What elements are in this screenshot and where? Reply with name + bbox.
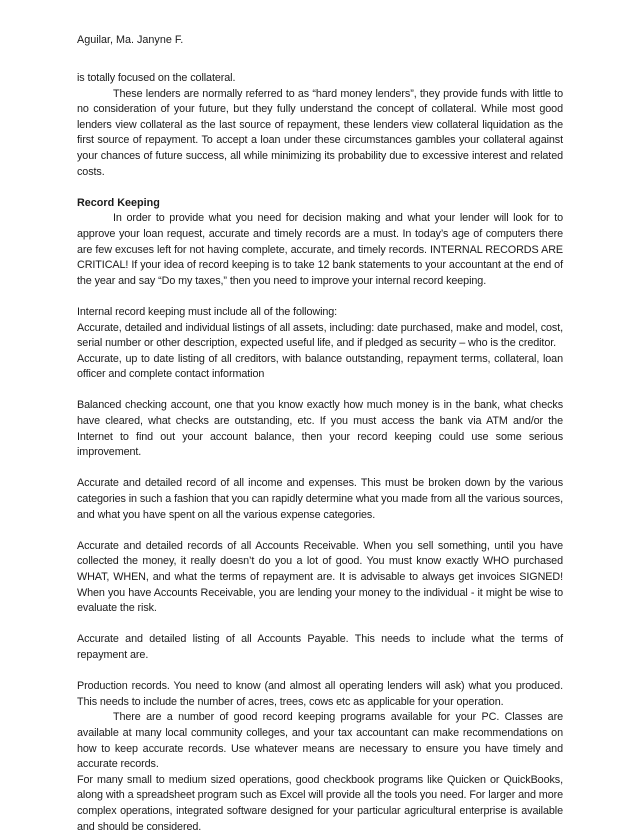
paragraph-asset-listings: Accurate, detailed and individual listings of all assets, including: date purchased, make and model, cost, serial number or other description, expected useful life, and if pledged as security – who is the creditor.	[77, 321, 563, 350]
paragraph-creditor-listing: Accurate, up to date listing of all creditors, with balance outstanding, repayment terms, collateral, loan officer and complete contact information	[77, 352, 563, 381]
paragraph-hard-money-lenders: These lenders are normally referred to as “hard money lenders”, they provide funds with little to no consideration of your future, but they fully understand the concept of collateral. While most good lenders view collateral as the last source of repayment, these lenders view collateral liquidation as the first source of repayment. To accept a loan under these circumstances gambles your collateral against your chances of future success, all while minimizing its probability due to excessive interest and related costs.	[77, 87, 563, 178]
paragraph-accounts-receivable: Accurate and detailed records of all Accounts Receivable. When you sell something, until you have collected the money, it really doesn’t do you a lot of good. You must know exactly WHO purchased WHAT, WHEN, and what the terms of repayment are. It is advisable to always get invoices SIGNED! When you have Accounts Receivable, you are lending your money to the individual - it might be wise to evaluate the risk.	[77, 539, 563, 615]
paragraph-collateral-intro: is totally focused on the collateral.	[77, 72, 236, 84]
paragraph-checking-account: Balanced checking account, one that you know exactly how much money is in the bank, what checks have cleared, what checks are outstanding, etc. If you must access the bank via ATM and/or the Internet to find out your account balance, then your record keeping could use some serious improvement.	[77, 399, 563, 459]
paragraph-internal-records-list-intro: Internal record keeping must include all of the following:	[77, 305, 338, 318]
paragraph-income-expenses: Accurate and detailed record of all income and expenses. This must be broken down by the various categories in such a fashion that you can rapidly determine what you made from all the various sources, and what you have spent on all the various expense categories.	[77, 477, 563, 521]
paragraph-software-recommendations: For many small to medium sized operations, good checkbook programs like Quicken or QuickBooks, along with a spreadsheet program such as Excel will provide all the tools you need. For larger and more complex operations, integrated software designed for your particular agricultural enterprise is available and should be considered.	[77, 773, 563, 833]
paragraph-accounts-payable: Accurate and detailed listing of all Accounts Payable. This needs to include what the terms of repayment are.	[77, 633, 563, 661]
author-header: Aguilar, Ma. Janyne F.	[77, 34, 184, 46]
paragraph-record-keeping-intro: In order to provide what you need for decision making and what your lender will look for to approve your loan request, accurate and timely records are a must. In today’s age of computers there are few excuses left for not having complete, accurate, and timely records. INTERNAL RECORDS ARE CRITICAL! If your idea of record keeping is to take 12 bank statements to your accountant at the end of the year and say “Do my taxes,” then you need to improve your internal record keeping.	[77, 212, 563, 287]
section-heading-record-keeping: Record Keeping	[77, 196, 160, 209]
document-body	[77, 71, 563, 835]
paragraph-production-records: Production records. You need to know (and almost all operating lenders will ask) what you produced. This needs to include the number of acres, trees, cows etc as applicable for your operation.	[77, 680, 563, 708]
paragraph-record-keeping-programs: There are a number of good record keeping programs available for your PC. Classes are available at many local community colleges, and your tax accountant can make recommendations on how to keep accurate records. Use whatever means are necessary to ensure you have timely and accurate records.	[77, 711, 563, 771]
